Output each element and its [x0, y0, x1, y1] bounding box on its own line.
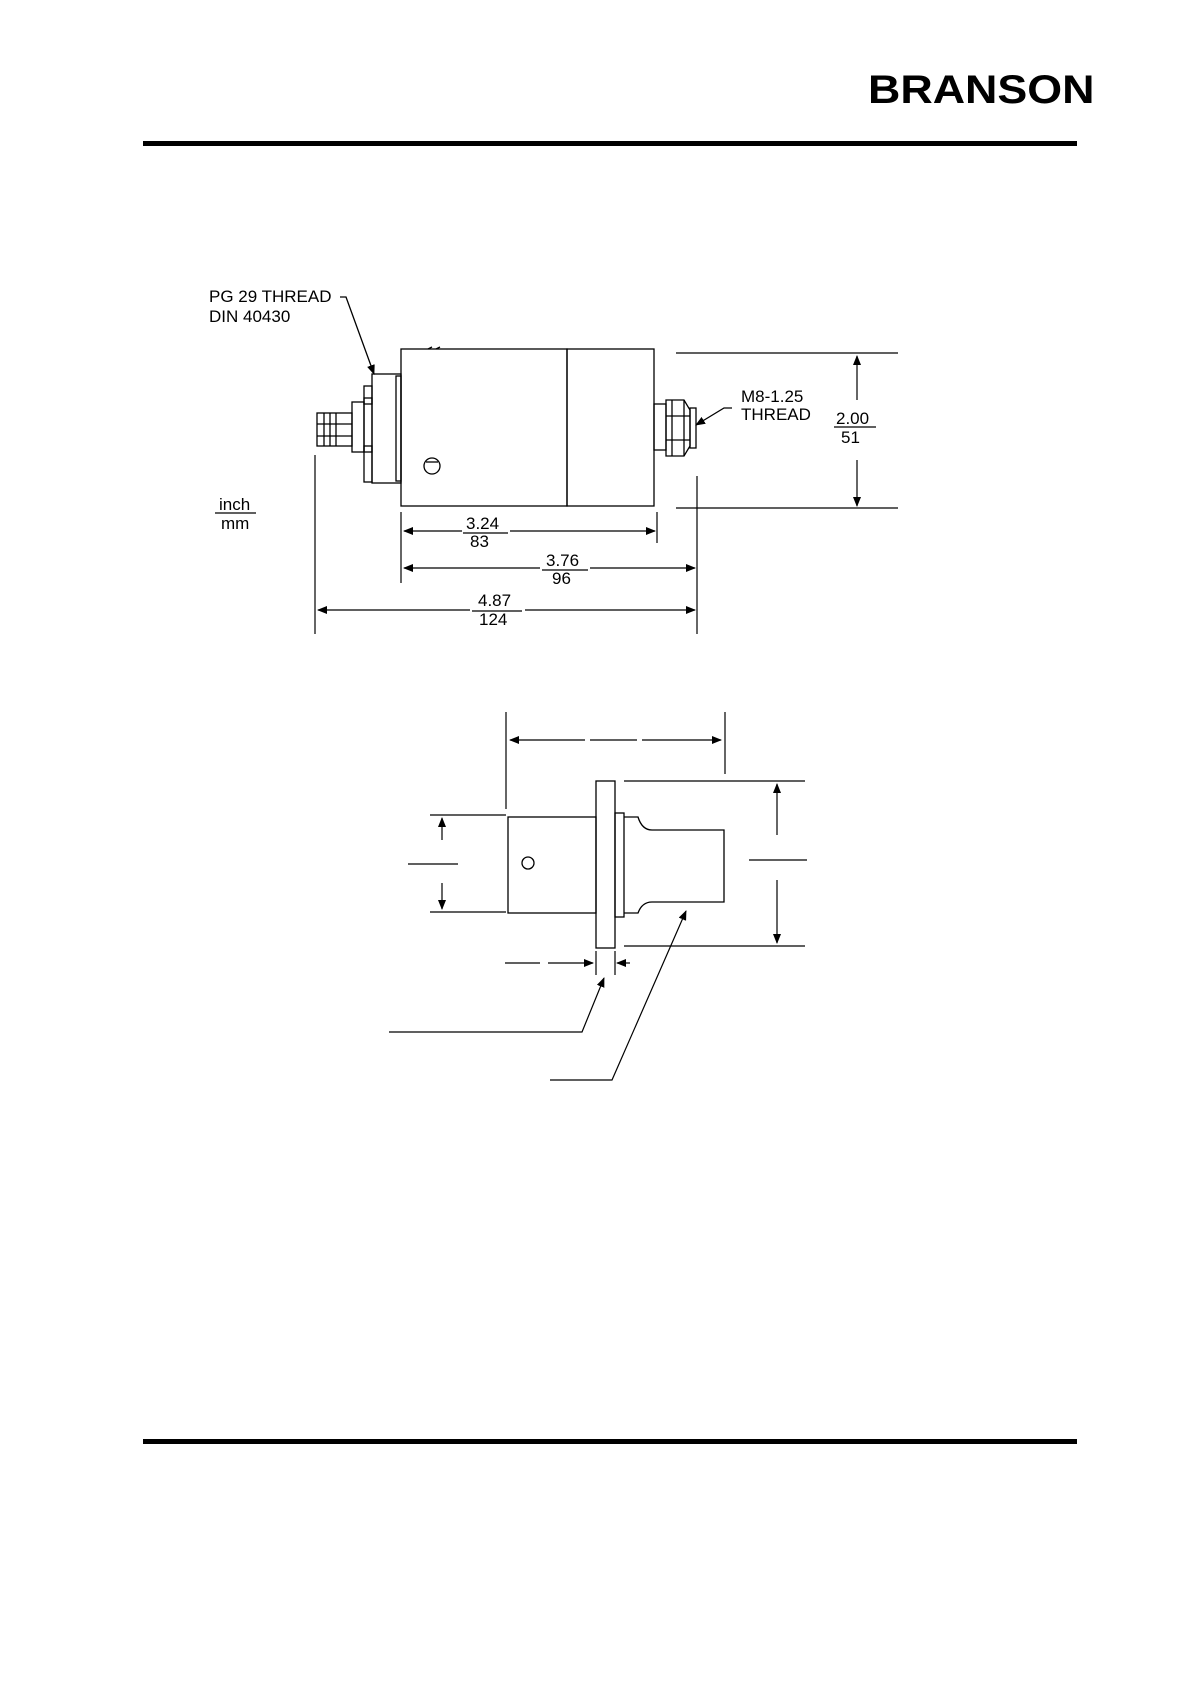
dim-body-stud-inch: 3.76	[546, 551, 580, 570]
dim-height-inch: 2.00	[836, 409, 870, 428]
dim-overall-mm: 124	[479, 610, 508, 629]
dim-height-mm: 51	[841, 428, 860, 447]
pg29-callout-line2: DIN 40430	[209, 307, 291, 326]
outline-horn	[624, 817, 724, 913]
screw-hole	[424, 458, 440, 474]
outline-left-block	[508, 817, 596, 913]
m8-callout-line1: M8-1.25	[741, 387, 804, 406]
outline-view	[508, 781, 724, 948]
outline-dimensions	[389, 712, 807, 1080]
units-mm-label: mm	[221, 514, 250, 533]
dim-body-stud-mm: 96	[552, 569, 571, 588]
height-dimension	[676, 353, 898, 508]
stud-hex	[666, 400, 690, 456]
dim-overall-inch: 4.87	[478, 591, 512, 610]
outline-flange	[596, 781, 615, 948]
pg29-callout-line1: PG 29 THREAD	[209, 287, 332, 306]
bnc-connector	[317, 413, 352, 446]
body-section-right	[567, 349, 654, 506]
stud-base	[654, 404, 666, 450]
drawing1-leaders	[340, 297, 732, 425]
dim-body-inch: 3.24	[466, 514, 500, 533]
body-section-left	[401, 349, 567, 506]
dim-body-mm: 83	[470, 532, 489, 551]
m8-callout-line2: THREAD	[741, 405, 811, 424]
converter-side-view	[317, 347, 696, 506]
units-inch-label: inch	[219, 495, 251, 514]
outline-hole	[522, 857, 534, 869]
branson-logo: BRANSON	[868, 68, 1095, 112]
